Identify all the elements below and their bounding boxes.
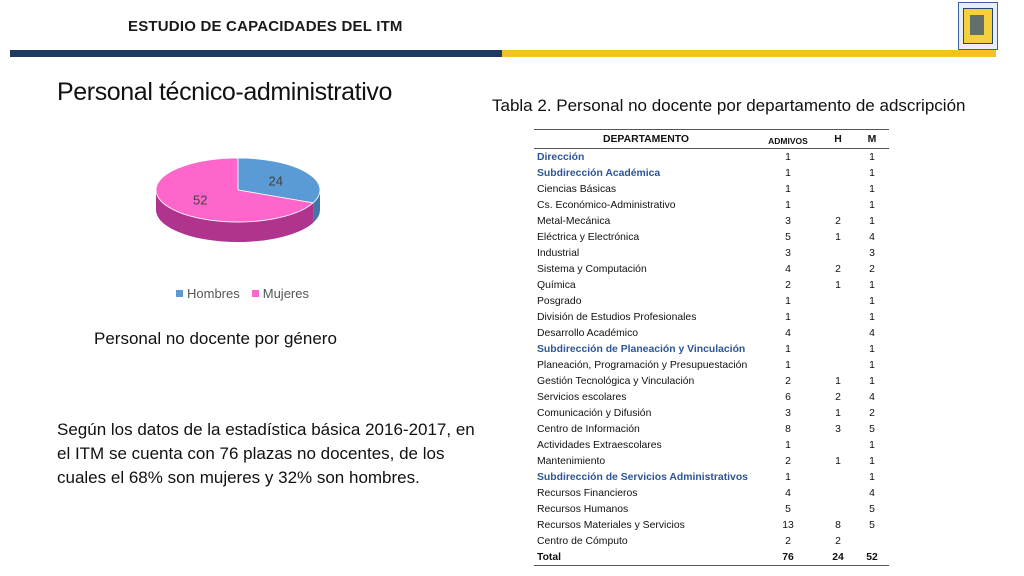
cell-admivos: 2	[785, 455, 791, 467]
cell-m: 4	[869, 487, 875, 499]
summary-paragraph: Según los datos de la estadística básica 2016-2017, en el ITM se cuenta con 76 plazas no docentes, de los cuales el 68% son mujeres y 32% son hombres.	[57, 420, 475, 487]
cell-admivos: 3	[785, 215, 791, 227]
cell-h	[821, 181, 855, 197]
cell-m: 1	[869, 439, 875, 451]
cell-m: 1	[869, 167, 875, 179]
cell-m: 1	[869, 375, 875, 387]
table-row	[534, 389, 889, 405]
cell-department: Centro de Información	[537, 423, 640, 435]
cell-m: 2	[869, 263, 875, 275]
pie-caption: Personal no docente por género	[94, 329, 337, 348]
table-row	[534, 373, 889, 389]
header-bar-navy	[10, 50, 502, 57]
cell-h	[821, 309, 855, 325]
cell-h: 1	[835, 375, 841, 387]
institution-logo	[958, 2, 998, 50]
cell-department: Recursos Financieros	[537, 487, 638, 499]
cell-admivos: 1	[785, 183, 791, 195]
cell-h: 1	[835, 279, 841, 291]
table-row	[534, 517, 889, 533]
cell-department: Dirección	[537, 151, 585, 163]
cell-admivos: 1	[785, 471, 791, 483]
cell-m: 1	[869, 215, 875, 227]
cell-h	[821, 485, 855, 501]
cell-department: Subdirección de Servicios Administrativos	[537, 471, 748, 483]
cell-admivos: 4	[785, 487, 791, 499]
table-row	[534, 165, 889, 181]
cell-m: 1	[869, 183, 875, 195]
header-title: ESTUDIO DE CAPACIDADES DEL ITM	[128, 18, 403, 35]
cell-admivos: 2	[785, 375, 791, 387]
legend-label-hombres: Hombres	[187, 286, 240, 301]
table-caption: Tabla 2. Personal no docente por departamento de adscripción	[492, 96, 966, 115]
cell-m: 5	[869, 503, 875, 515]
header-departamento: DEPARTAMENTO	[534, 130, 755, 149]
cell-department: Actividades Extraescolares	[537, 439, 662, 451]
cell-admivos: 13	[782, 519, 794, 531]
cell-m: 2	[869, 407, 875, 419]
cell-h	[821, 341, 855, 357]
cell-admivos: 2	[785, 535, 791, 547]
cell-h: 8	[835, 519, 841, 531]
cell-admivos: 2	[785, 279, 791, 291]
cell-department: Industrial	[537, 247, 580, 259]
cell-department: Desarrollo Académico	[537, 327, 639, 339]
legend-label-mujeres: Mujeres	[262, 286, 309, 301]
cell-m: 1	[869, 455, 875, 467]
legend-item-mujeres	[252, 286, 309, 301]
cell-m: 5	[869, 519, 875, 531]
cell-department: Recursos Humanos	[537, 503, 629, 515]
header-bar-gold	[502, 50, 996, 57]
chart-legend	[176, 286, 309, 301]
cell-h	[821, 357, 855, 373]
cell-h: 2	[835, 215, 841, 227]
table-row	[534, 325, 889, 341]
header-m: M	[855, 130, 889, 149]
cell-department: Subdirección de Planeación y Vinculación	[537, 343, 746, 355]
cell-m: 1	[869, 311, 875, 323]
cell-admivos: 5	[785, 503, 791, 515]
cell-m: 5	[869, 423, 875, 435]
cell-admivos: 1	[785, 295, 791, 307]
cell-h: 1	[835, 455, 841, 467]
cell-h: 1	[835, 407, 841, 419]
table-row	[534, 341, 889, 357]
cell-department: Metal-Mecánica	[537, 215, 611, 227]
cell-department: Comunicación y Difusión	[537, 407, 652, 419]
cell-m: 1	[869, 279, 875, 291]
cell-m: 1	[869, 295, 875, 307]
cell-h: 3	[835, 423, 841, 435]
table-row	[534, 485, 889, 501]
department-table	[534, 129, 889, 566]
cell-m: 1	[869, 343, 875, 355]
cell-department: Centro de Cómputo	[537, 535, 628, 547]
cell-admivos: 1	[785, 199, 791, 211]
table-row	[534, 229, 889, 245]
cell-department: Posgrado	[537, 295, 582, 307]
table-header-row	[534, 130, 889, 149]
cell-h: 2	[835, 535, 841, 547]
cell-h	[821, 245, 855, 261]
cell-admivos: 1	[785, 151, 791, 163]
cell-admivos: 1	[785, 167, 791, 179]
logo-emblem-icon	[963, 8, 993, 44]
cell-department: Sistema y Computación	[537, 263, 647, 275]
table-row	[534, 261, 889, 277]
cell-h	[821, 293, 855, 309]
cell-admivos: 76	[755, 549, 821, 566]
cell-admivos: 1	[785, 359, 791, 371]
pie-data-label-hombres: 24	[268, 173, 283, 189]
cell-m: 3	[869, 247, 875, 259]
table-row	[534, 533, 889, 549]
cell-department: Eléctrica y Electrónica	[537, 231, 640, 243]
table-row	[534, 469, 889, 485]
cell-department: Gestión Tecnológica y Vinculación	[537, 375, 695, 387]
cell-h	[821, 197, 855, 213]
pie-data-label-mujeres: 52	[193, 192, 208, 208]
cell-h	[821, 165, 855, 181]
table-row	[534, 245, 889, 261]
cell-department: Planeación, Programación y Presupuestación	[537, 359, 748, 371]
table-row	[534, 149, 889, 166]
table-row	[534, 453, 889, 469]
table-row	[534, 181, 889, 197]
cell-department: Subdirección Académica	[537, 167, 661, 179]
cell-h	[821, 437, 855, 453]
table-row	[534, 405, 889, 421]
cell-department: Cs. Económico-Administrativo	[537, 199, 676, 211]
legend-item-hombres	[176, 286, 240, 301]
cell-department: Recursos Materiales y Servicios	[537, 519, 685, 531]
cell-h	[821, 325, 855, 341]
cell-h: 24	[821, 549, 855, 566]
legend-swatch-hombres	[176, 290, 183, 297]
cell-department: Mantenimiento	[537, 455, 606, 467]
cell-m: 1	[869, 151, 875, 163]
slide-title: Personal técnico-administrativo	[57, 78, 392, 106]
cell-h: 2	[835, 391, 841, 403]
cell-h	[821, 469, 855, 485]
cell-admivos: 4	[785, 263, 791, 275]
cell-department: Servicios escolares	[537, 391, 627, 403]
cell-admivos: 3	[785, 407, 791, 419]
cell-m: 1	[869, 471, 875, 483]
cell-admivos: 1	[785, 439, 791, 451]
cell-h	[821, 501, 855, 517]
cell-admivos: 5	[785, 231, 791, 243]
legend-swatch-mujeres	[252, 290, 259, 297]
cell-m: 4	[869, 231, 875, 243]
table-row	[534, 197, 889, 213]
table-total-row	[534, 549, 889, 566]
table-row	[534, 277, 889, 293]
table-row	[534, 501, 889, 517]
cell-department: División de Estudios Profesionales	[537, 311, 697, 323]
cell-department: Ciencias Básicas	[537, 183, 617, 195]
table-row	[534, 293, 889, 309]
table-row	[534, 309, 889, 325]
cell-m: 4	[869, 327, 875, 339]
cell-h: 1	[835, 231, 841, 243]
table-row	[534, 421, 889, 437]
header-admivos: ADMIVOS	[755, 130, 821, 149]
cell-department: Química	[537, 279, 576, 291]
cell-admivos: 3	[785, 247, 791, 259]
cell-admivos: 6	[785, 391, 791, 403]
cell-m: 4	[869, 391, 875, 403]
table-row	[534, 357, 889, 373]
cell-admivos: 4	[785, 327, 791, 339]
cell-admivos: 8	[785, 423, 791, 435]
table-row	[534, 437, 889, 453]
cell-admivos: 1	[785, 343, 791, 355]
cell-m: 52	[855, 549, 889, 566]
header-h: H	[821, 130, 855, 149]
cell-h	[821, 149, 855, 166]
cell-m: 1	[869, 359, 875, 371]
cell-admivos: 1	[785, 311, 791, 323]
cell-m	[855, 533, 889, 549]
table-body	[534, 149, 889, 566]
table-row	[534, 213, 889, 229]
cell-h: 2	[835, 263, 841, 275]
cell-m: 1	[869, 199, 875, 211]
cell-department: Total	[534, 549, 755, 566]
